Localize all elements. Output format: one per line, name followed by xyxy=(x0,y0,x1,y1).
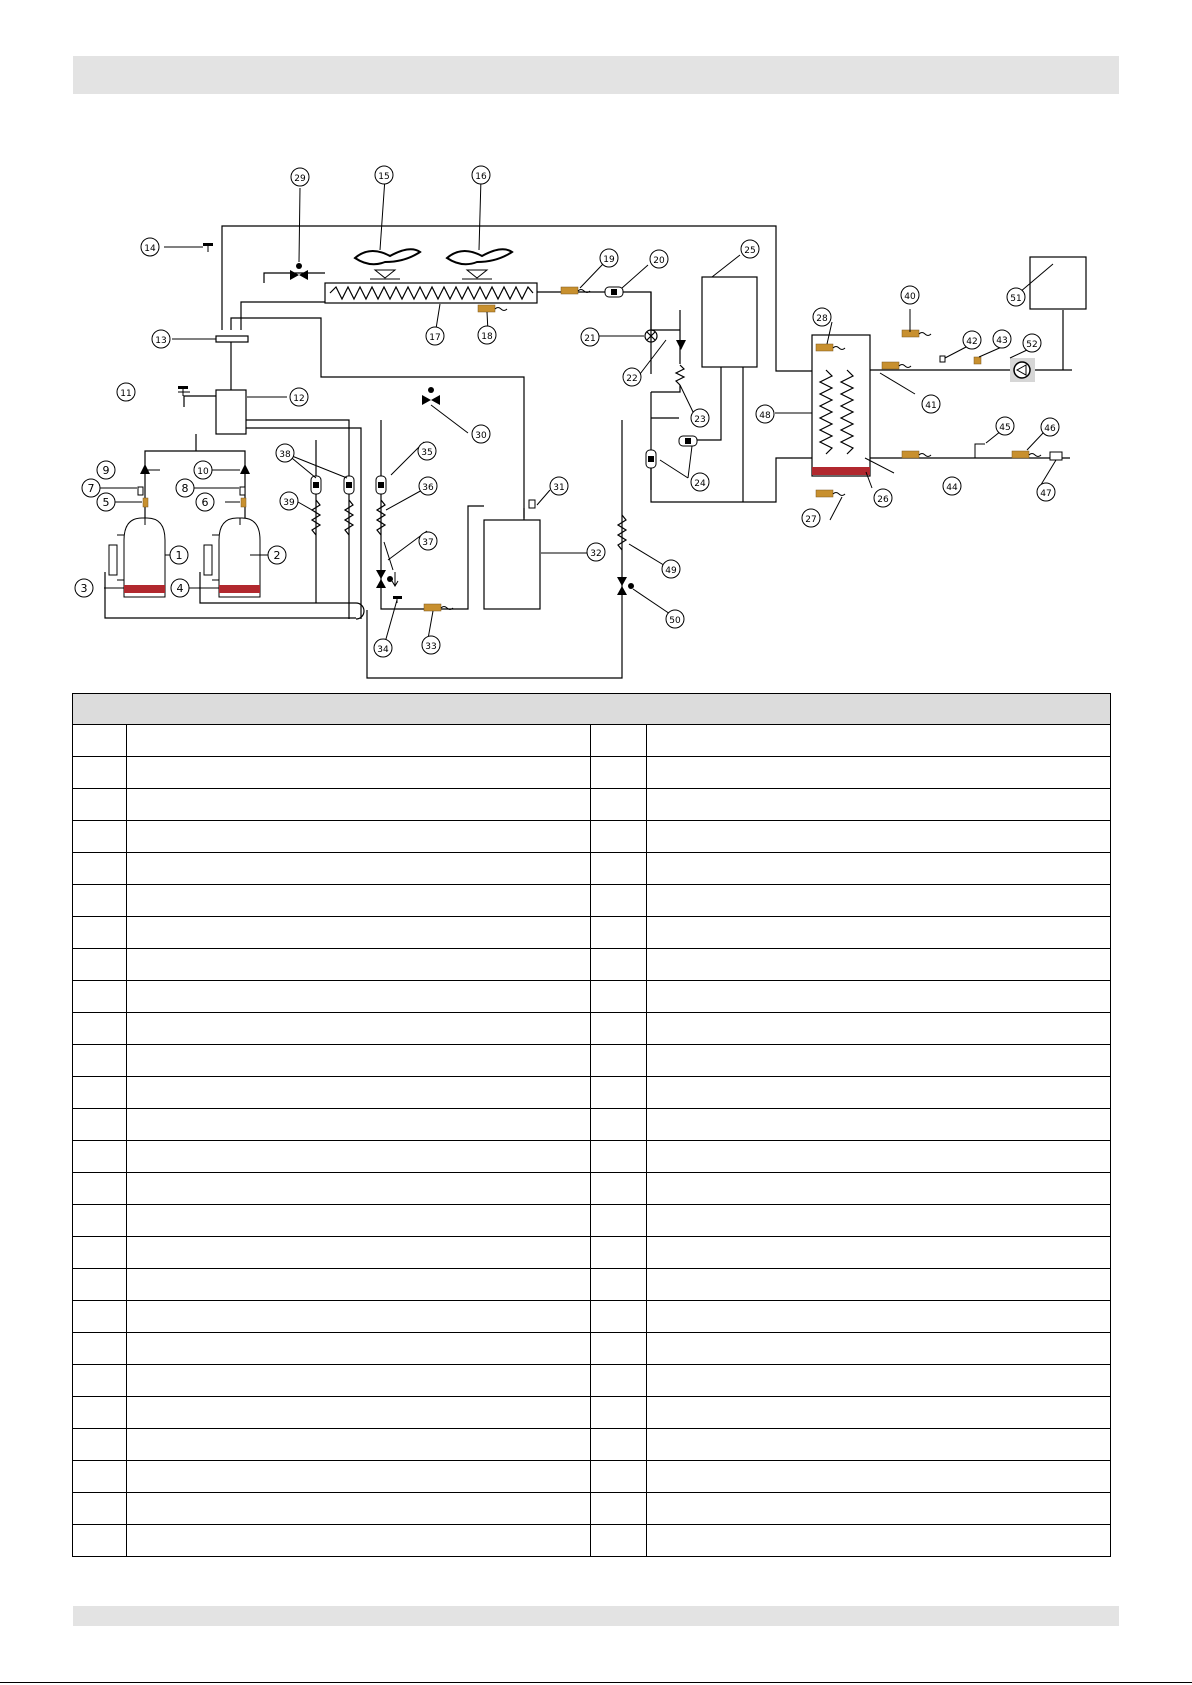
part-number-cell xyxy=(590,1205,646,1237)
part-number-cell xyxy=(73,725,127,757)
table-row xyxy=(73,1429,1111,1461)
table-row xyxy=(73,1365,1111,1397)
part-number-cell xyxy=(590,1333,646,1365)
part-description-cell xyxy=(126,949,590,981)
callout-49: 49 xyxy=(665,566,677,576)
callout-46: 46 xyxy=(1044,424,1056,434)
table-row xyxy=(73,1141,1111,1173)
callout-33: 33 xyxy=(425,642,437,652)
callout-7: 7 xyxy=(87,482,95,495)
part-description-cell xyxy=(126,1237,590,1269)
callout-40: 40 xyxy=(904,292,916,302)
part-number-cell xyxy=(590,789,646,821)
table-row xyxy=(73,1301,1111,1333)
callout-52: 52 xyxy=(1026,340,1038,350)
footer-rule xyxy=(0,1682,1192,1683)
table-row xyxy=(73,1269,1111,1301)
part-number-cell xyxy=(590,917,646,949)
part-number-cell xyxy=(73,1397,127,1429)
callout-5: 5 xyxy=(102,496,110,509)
part-number-cell xyxy=(590,949,646,981)
callout-9: 9 xyxy=(102,464,110,477)
part-number-cell xyxy=(590,1525,646,1557)
part-number-cell xyxy=(590,1141,646,1173)
pressure-sensor-icon xyxy=(240,487,245,495)
part-description-cell xyxy=(646,725,1110,757)
part-number-cell xyxy=(73,821,127,853)
part-description-cell xyxy=(126,885,590,917)
part-number-cell xyxy=(590,821,646,853)
callout-41: 41 xyxy=(925,401,937,411)
fan-icon xyxy=(447,249,512,279)
part-number-cell xyxy=(590,1301,646,1333)
part-number-cell xyxy=(590,725,646,757)
callout-14: 14 xyxy=(144,244,156,254)
callout-44: 44 xyxy=(946,483,958,493)
check-valve-icon xyxy=(676,340,686,350)
part-description-cell xyxy=(126,1493,590,1525)
parts-table xyxy=(72,693,1111,1557)
part-number-cell xyxy=(73,949,127,981)
table-row xyxy=(73,789,1111,821)
part-description-cell xyxy=(646,1205,1110,1237)
table-row xyxy=(73,725,1111,757)
pressure-sensor-icon xyxy=(138,487,143,495)
callout-2: 2 xyxy=(273,549,281,562)
part-description-cell xyxy=(126,1333,590,1365)
table-row xyxy=(73,821,1111,853)
callout-27: 27 xyxy=(805,515,817,525)
compressor-1 xyxy=(109,518,165,597)
part-description-cell xyxy=(646,1525,1110,1557)
table-row xyxy=(73,981,1111,1013)
callout-48: 48 xyxy=(759,411,771,421)
callout-8: 8 xyxy=(181,482,189,495)
callout-13: 13 xyxy=(155,336,167,346)
part-number-cell xyxy=(73,1141,127,1173)
callout-18: 18 xyxy=(481,332,493,342)
part-description-cell xyxy=(646,1077,1110,1109)
part-number-cell xyxy=(590,981,646,1013)
part-description-cell xyxy=(646,1173,1110,1205)
part-number-cell xyxy=(590,1045,646,1077)
callout-30: 30 xyxy=(475,431,487,441)
part-description-cell xyxy=(646,789,1110,821)
part-number-cell xyxy=(590,1365,646,1397)
part-description-cell xyxy=(126,1525,590,1557)
part-number-cell xyxy=(590,1397,646,1429)
part-description-cell xyxy=(646,1493,1110,1525)
heater-band-icon xyxy=(812,467,870,475)
valve-icon xyxy=(290,263,308,280)
part-description-cell xyxy=(646,1333,1110,1365)
part-number-cell xyxy=(590,885,646,917)
callout-47: 47 xyxy=(1040,489,1052,499)
part-description-cell xyxy=(646,821,1110,853)
part-description-cell xyxy=(646,1141,1110,1173)
pipes xyxy=(102,226,1086,678)
refrigeration-schematic xyxy=(0,0,1192,690)
part-number-cell xyxy=(73,757,127,789)
filter-icons xyxy=(311,287,697,494)
liquid-receiver xyxy=(702,277,757,367)
compressor-2 xyxy=(204,518,260,597)
table-row xyxy=(73,1109,1111,1141)
table-row xyxy=(73,949,1111,981)
part-number-cell xyxy=(73,1461,127,1493)
part-description-cell xyxy=(646,949,1110,981)
part-number-cell xyxy=(73,885,127,917)
part-description-cell xyxy=(646,1429,1110,1461)
table-row xyxy=(73,1461,1111,1493)
accumulator xyxy=(484,520,540,609)
part-description-cell xyxy=(126,1013,590,1045)
check-valve-icon xyxy=(140,464,150,474)
callout-50: 50 xyxy=(669,616,681,626)
callout-42: 42 xyxy=(966,337,978,347)
valve-icon xyxy=(617,577,634,595)
callout-12: 12 xyxy=(293,394,305,404)
callout-24: 24 xyxy=(694,479,706,489)
part-description-cell xyxy=(646,1045,1110,1077)
callout-38: 38 xyxy=(279,450,291,460)
gas-liquid-separator xyxy=(216,390,246,434)
callout-1: 1 xyxy=(175,549,183,562)
part-number-cell xyxy=(73,981,127,1013)
callout-17: 17 xyxy=(429,333,441,343)
part-number-cell xyxy=(590,853,646,885)
callout-16: 16 xyxy=(475,172,487,182)
fan-icon xyxy=(355,249,420,279)
part-description-cell xyxy=(126,1269,590,1301)
callout-51: 51 xyxy=(1010,294,1022,304)
part-description-cell xyxy=(126,1205,590,1237)
part-description-cell xyxy=(126,1109,590,1141)
part-number-cell xyxy=(590,1461,646,1493)
part-number-cell xyxy=(73,1013,127,1045)
part-number-cell xyxy=(73,1269,127,1301)
part-description-cell xyxy=(126,821,590,853)
valve-icon xyxy=(376,570,393,588)
callout-39: 39 xyxy=(283,498,295,508)
part-description-cell xyxy=(126,1429,590,1461)
part-description-cell xyxy=(126,757,590,789)
pump-icon xyxy=(1010,358,1035,382)
part-description-cell xyxy=(126,1173,590,1205)
parts-table-body xyxy=(73,725,1111,1557)
part-description-cell xyxy=(646,1461,1110,1493)
table-row xyxy=(73,1493,1111,1525)
table-row xyxy=(73,1173,1111,1205)
part-description-cell xyxy=(646,885,1110,917)
part-description-cell xyxy=(126,853,590,885)
part-description-cell xyxy=(646,757,1110,789)
callout-22: 22 xyxy=(626,374,638,384)
callout-19: 19 xyxy=(603,255,615,265)
table-row xyxy=(73,1333,1111,1365)
part-number-cell xyxy=(590,757,646,789)
callout-20: 20 xyxy=(653,256,665,266)
part-description-cell xyxy=(126,1461,590,1493)
callout-25: 25 xyxy=(744,246,756,256)
parts-table-header xyxy=(73,694,1111,725)
table-row xyxy=(73,1205,1111,1237)
table-row xyxy=(73,1237,1111,1269)
table-row xyxy=(73,885,1111,917)
part-description-cell xyxy=(126,917,590,949)
callout-29: 29 xyxy=(294,174,306,184)
part-number-cell xyxy=(73,1429,127,1461)
table-row xyxy=(73,917,1111,949)
part-number-cell xyxy=(73,1365,127,1397)
part-number-cell xyxy=(590,1237,646,1269)
callout-26: 26 xyxy=(877,495,889,505)
part-number-cell xyxy=(590,1493,646,1525)
part-description-cell xyxy=(126,725,590,757)
part-description-cell xyxy=(646,1237,1110,1269)
table-row xyxy=(73,853,1111,885)
check-valve-icon xyxy=(240,464,250,474)
part-description-cell xyxy=(126,1397,590,1429)
part-number-cell xyxy=(73,1045,127,1077)
footer-bar xyxy=(73,1606,1119,1626)
part-description-cell xyxy=(126,1077,590,1109)
table-row xyxy=(73,1077,1111,1109)
callout-32: 32 xyxy=(590,549,602,559)
part-number-cell xyxy=(73,1077,127,1109)
part-number-cell xyxy=(73,1525,127,1557)
part-description-cell xyxy=(126,1301,590,1333)
part-description-cell xyxy=(126,1365,590,1397)
callout-37: 37 xyxy=(422,538,434,548)
part-description-cell xyxy=(646,1269,1110,1301)
callout-11: 11 xyxy=(120,389,132,399)
part-number-cell xyxy=(73,1205,127,1237)
callout-21: 21 xyxy=(584,334,596,344)
table-row xyxy=(73,1397,1111,1429)
part-number-cell xyxy=(73,1301,127,1333)
part-description-cell xyxy=(646,1301,1110,1333)
part-description-cell xyxy=(646,917,1110,949)
part-description-cell xyxy=(126,789,590,821)
callout-15: 15 xyxy=(378,172,390,182)
part-description-cell xyxy=(646,1365,1110,1397)
callout-3: 3 xyxy=(80,582,88,595)
part-description-cell xyxy=(126,1045,590,1077)
part-number-cell xyxy=(73,1173,127,1205)
callout-6: 6 xyxy=(201,496,209,509)
table-row xyxy=(73,757,1111,789)
part-number-cell xyxy=(73,1333,127,1365)
part-number-cell xyxy=(590,1429,646,1461)
table-row xyxy=(73,1045,1111,1077)
part-number-cell xyxy=(73,917,127,949)
part-description-cell xyxy=(646,1013,1110,1045)
part-description-cell xyxy=(646,1397,1110,1429)
part-number-cell xyxy=(73,1493,127,1525)
table-row xyxy=(73,1525,1111,1557)
callout-34: 34 xyxy=(377,645,389,655)
valve-icon xyxy=(422,387,440,405)
part-number-cell xyxy=(73,853,127,885)
part-number-cell xyxy=(73,1237,127,1269)
callout-36: 36 xyxy=(422,483,434,493)
callout-35: 35 xyxy=(421,448,433,458)
part-description-cell xyxy=(126,981,590,1013)
callout-10: 10 xyxy=(197,467,209,477)
callout-45: 45 xyxy=(999,423,1011,433)
part-description-cell xyxy=(646,853,1110,885)
part-number-cell xyxy=(73,789,127,821)
part-description-cell xyxy=(646,1109,1110,1141)
part-description-cell xyxy=(646,981,1110,1013)
part-number-cell xyxy=(590,1173,646,1205)
callout-28: 28 xyxy=(816,314,828,324)
four-way-valve xyxy=(216,336,248,342)
control-box xyxy=(1030,257,1086,309)
callout-31: 31 xyxy=(553,483,565,493)
callout-4: 4 xyxy=(176,582,184,595)
callout-23: 23 xyxy=(694,415,706,425)
callout-43: 43 xyxy=(996,336,1008,346)
part-number-cell xyxy=(590,1077,646,1109)
part-number-cell xyxy=(590,1269,646,1301)
part-number-cell xyxy=(590,1109,646,1141)
part-number-cell xyxy=(590,1013,646,1045)
part-number-cell xyxy=(73,1109,127,1141)
table-row xyxy=(73,1013,1111,1045)
part-description-cell xyxy=(126,1141,590,1173)
